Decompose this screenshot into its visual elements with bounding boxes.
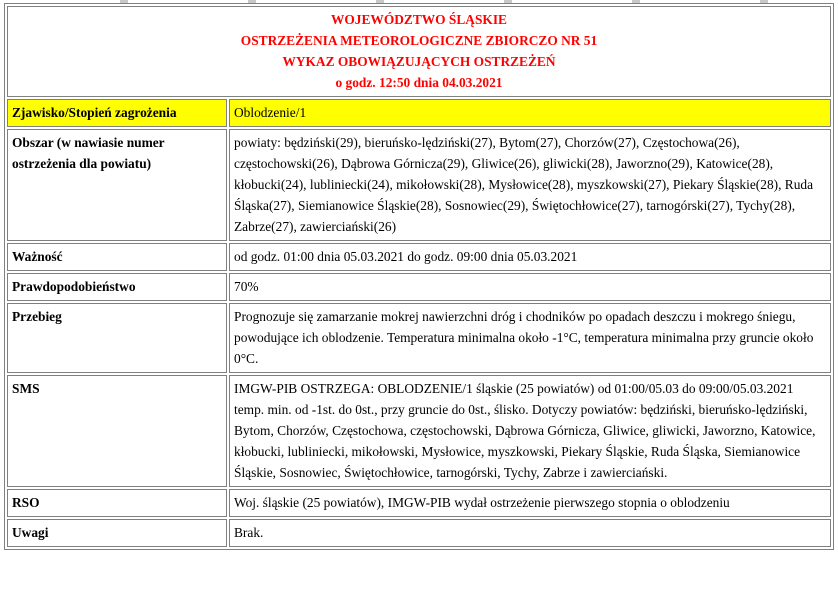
course-value: Prognozuje się zamarzanie mokrej nawierzchni dróg i chodników po opadach deszczu i mokrego śniegu, powodujące ich oblodzenie. Temperatura minimalna około -1°C, temperatura minimalna przy gruncie około 0°C. (229, 303, 831, 373)
header-region: WOJEWÓDZTWO ŚLĄSKIE (331, 12, 507, 27)
row-remarks (7, 519, 831, 547)
probability-label: Prawdopodobieństwo (7, 273, 227, 301)
rso-value: Woj. śląskie (25 powiatów), IMGW-PIB wydał ostrzeżenie pierwszego stopnia o oblodzeniu (229, 489, 831, 517)
row-rso (7, 489, 831, 517)
row-phenomenon (7, 99, 831, 127)
phenomenon-label: Zjawisko/Stopień zagrożenia (7, 99, 227, 127)
sms-value: IMGW-PIB OSTRZEGA: OBLODZENIE/1 śląskie (25 powiatów) od 01:00/05.03 do 09:00/05.03.2021 temp. min. od -1st. do 0st., przy gruncie do 0st., ślisko. Dotyczy powiatów: będziński, bieruńsko-lędziński, Bytom, Chorzów, Częstochowa, częstochowski, Dąbrowa Górnicza, Gliwice, gliwicki, Jaworzno, Katowice, kłobucki, lubliniecki, mikołowski, Mysłowice, myszkowski, Piekary Śląskie, Ruda Śląska, Siemianowice Śląskie, Sosnowiec, Świętochłowice, tarnogórski, Tychy, Zabrze i zawierciański. (229, 375, 831, 487)
area-label: Obszar (w nawiasie numer ostrzeżenia dla powiatu) (7, 129, 227, 241)
row-area (7, 129, 831, 241)
remarks-label: Uwagi (7, 519, 227, 547)
header-bulletin-number: OSTRZEŻENIA METEOROLOGICZNE ZBIORCZO NR 51 (240, 33, 598, 48)
row-validity (7, 243, 831, 271)
rso-label: RSO (7, 489, 227, 517)
phenomenon-value: Oblodzenie/1 (229, 99, 831, 127)
validity-label: Ważność (7, 243, 227, 271)
validity-value: od godz. 01:00 dnia 05.03.2021 do godz. 09:00 dnia 05.03.2021 (229, 243, 831, 271)
probability-value: 70% (229, 273, 831, 301)
warning-header (7, 6, 831, 97)
row-course (7, 303, 831, 373)
remarks-value: Brak. (229, 519, 831, 547)
sms-label: SMS (7, 375, 227, 487)
area-value: powiaty: będziński(29), bieruńsko-lędziński(27), Bytom(27), Chorzów(27), Częstochowa(26), częstochowski(26), Dąbrowa Górnicza(29), Gliwice(26), gliwicki(28), Jaworzno(29), Katowice(28), kłobucki(24), lubliniecki(24), mikołowski(28), Mysłowice(28), myszkowski(27), Piekary Śląskie(28), Ruda Śląska(27), Siemianowice Śląskie(28), Sosnowiec(29), Świętochłowice(27), tarnogórski(27), Tychy(28), Zabrze(27), zawierciański(26) (229, 129, 831, 241)
header-row (7, 6, 831, 97)
warning-table (4, 3, 834, 550)
course-label: Przebieg (7, 303, 227, 373)
row-sms (7, 375, 831, 487)
header-list-title: WYKAZ OBOWIĄZUJĄCYCH OSTRZEŻEŃ (282, 54, 556, 69)
row-probability (7, 273, 831, 301)
header-issue-time: o godz. 12:50 dnia 04.03.2021 (335, 75, 503, 90)
